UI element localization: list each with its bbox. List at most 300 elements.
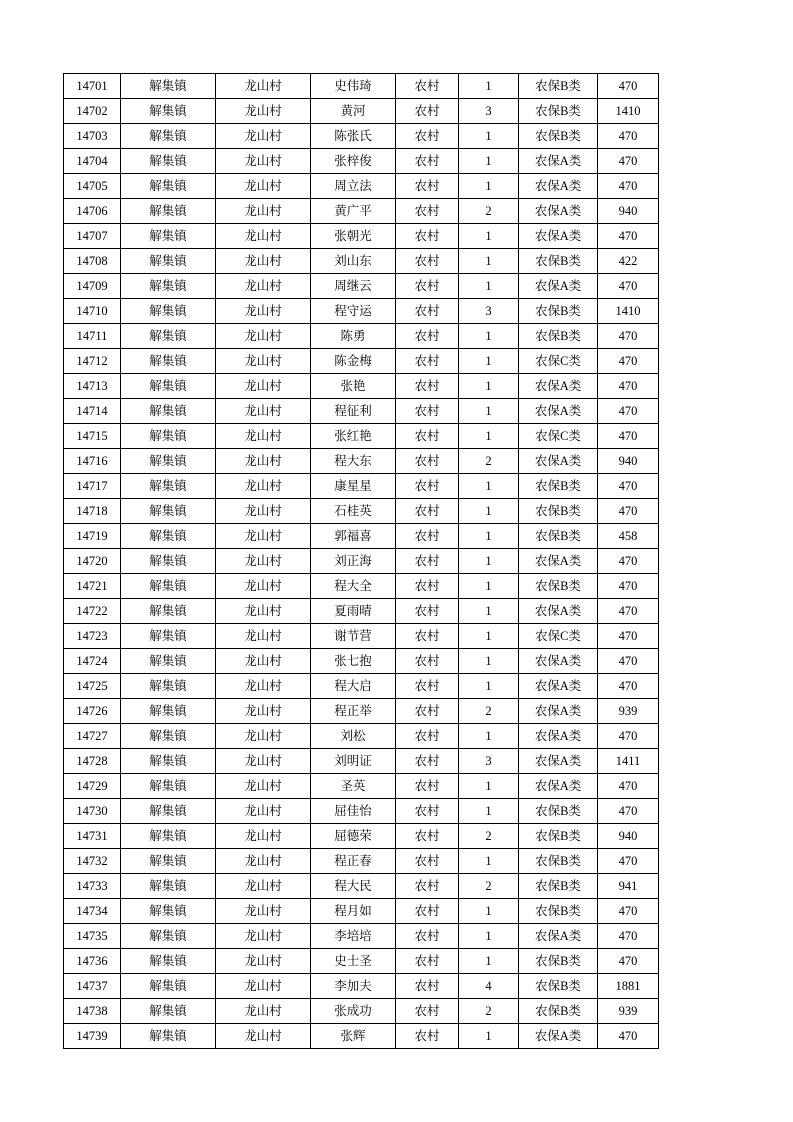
- cell-amount: 470: [598, 124, 659, 149]
- cell-name: 程守运: [311, 299, 396, 324]
- cell-category: 农保B类: [519, 899, 598, 924]
- cell-category: 农保A类: [519, 549, 598, 574]
- table-row: [64, 74, 659, 99]
- cell-amount: 470: [598, 799, 659, 824]
- cell-count: 2: [459, 999, 519, 1024]
- cell-category: 农保A类: [519, 674, 598, 699]
- cell-count: 1: [459, 374, 519, 399]
- cell-id: 14726: [64, 699, 121, 724]
- cell-village: 龙山村: [216, 949, 311, 974]
- cell-id: 14719: [64, 524, 121, 549]
- cell-village: 龙山村: [216, 699, 311, 724]
- cell-amount: 470: [598, 624, 659, 649]
- cell-amount: 470: [598, 949, 659, 974]
- cell-amount: 470: [598, 224, 659, 249]
- cell-id: 14704: [64, 149, 121, 174]
- cell-residence: 农村: [396, 249, 459, 274]
- cell-amount: 940: [598, 199, 659, 224]
- cell-residence: 农村: [396, 124, 459, 149]
- cell-village: 龙山村: [216, 574, 311, 599]
- cell-town: 解集镇: [121, 599, 216, 624]
- cell-category: 农保C类: [519, 349, 598, 374]
- cell-village: 龙山村: [216, 424, 311, 449]
- cell-town: 解集镇: [121, 849, 216, 874]
- cell-category: 农保A类: [519, 374, 598, 399]
- cell-category: 农保A类: [519, 174, 598, 199]
- cell-name: 程月如: [311, 899, 396, 924]
- cell-id: 14701: [64, 74, 121, 99]
- cell-town: 解集镇: [121, 74, 216, 99]
- table-row: [64, 299, 659, 324]
- cell-id: 14720: [64, 549, 121, 574]
- cell-village: 龙山村: [216, 924, 311, 949]
- cell-id: 14721: [64, 574, 121, 599]
- cell-category: 农保A类: [519, 274, 598, 299]
- cell-count: 4: [459, 974, 519, 999]
- cell-village: 龙山村: [216, 74, 311, 99]
- cell-town: 解集镇: [121, 149, 216, 174]
- cell-town: 解集镇: [121, 1024, 216, 1049]
- cell-category: 农保A类: [519, 699, 598, 724]
- cell-category: 农保A类: [519, 749, 598, 774]
- cell-id: 14727: [64, 724, 121, 749]
- cell-amount: 941: [598, 874, 659, 899]
- table-row: [64, 449, 659, 474]
- cell-category: 农保A类: [519, 649, 598, 674]
- cell-id: 14728: [64, 749, 121, 774]
- cell-name: 张辉: [311, 1024, 396, 1049]
- cell-village: 龙山村: [216, 974, 311, 999]
- cell-id: 14722: [64, 599, 121, 624]
- cell-village: 龙山村: [216, 349, 311, 374]
- cell-count: 1: [459, 174, 519, 199]
- cell-id: 14710: [64, 299, 121, 324]
- cell-id: 14739: [64, 1024, 121, 1049]
- cell-count: 1: [459, 774, 519, 799]
- table-row: [64, 274, 659, 299]
- cell-id: 14737: [64, 974, 121, 999]
- cell-town: 解集镇: [121, 949, 216, 974]
- cell-town: 解集镇: [121, 999, 216, 1024]
- table-row: [64, 849, 659, 874]
- table-body: [64, 74, 659, 1049]
- cell-name: 史士圣: [311, 949, 396, 974]
- cell-town: 解集镇: [121, 374, 216, 399]
- cell-id: 14718: [64, 499, 121, 524]
- cell-town: 解集镇: [121, 249, 216, 274]
- cell-id: 14736: [64, 949, 121, 974]
- cell-category: 农保B类: [519, 949, 598, 974]
- cell-amount: 1410: [598, 99, 659, 124]
- cell-category: 农保B类: [519, 524, 598, 549]
- cell-name: 屈德荣: [311, 824, 396, 849]
- cell-count: 1: [459, 274, 519, 299]
- table-row: [64, 599, 659, 624]
- cell-village: 龙山村: [216, 899, 311, 924]
- cell-amount: 470: [598, 1024, 659, 1049]
- cell-name: 刘山东: [311, 249, 396, 274]
- cell-village: 龙山村: [216, 824, 311, 849]
- table-row: [64, 99, 659, 124]
- cell-residence: 农村: [396, 299, 459, 324]
- cell-village: 龙山村: [216, 674, 311, 699]
- cell-count: 1: [459, 424, 519, 449]
- table-row: [64, 649, 659, 674]
- table-row: [64, 799, 659, 824]
- cell-amount: 470: [598, 574, 659, 599]
- cell-amount: 470: [598, 649, 659, 674]
- cell-town: 解集镇: [121, 499, 216, 524]
- cell-name: 张朝光: [311, 224, 396, 249]
- cell-residence: 农村: [396, 199, 459, 224]
- table-row: [64, 174, 659, 199]
- cell-residence: 农村: [396, 899, 459, 924]
- table-row: [64, 149, 659, 174]
- cell-count: 1: [459, 599, 519, 624]
- cell-amount: 470: [598, 324, 659, 349]
- table-row: [64, 224, 659, 249]
- table-row: [64, 824, 659, 849]
- cell-amount: 470: [598, 549, 659, 574]
- cell-name: 夏雨晴: [311, 599, 396, 624]
- cell-name: 刘明证: [311, 749, 396, 774]
- cell-id: 14735: [64, 924, 121, 949]
- cell-category: 农保A类: [519, 224, 598, 249]
- table-row: [64, 424, 659, 449]
- cell-town: 解集镇: [121, 974, 216, 999]
- cell-count: 1: [459, 524, 519, 549]
- cell-id: 14717: [64, 474, 121, 499]
- table-row: [64, 924, 659, 949]
- cell-village: 龙山村: [216, 224, 311, 249]
- cell-id: 14712: [64, 349, 121, 374]
- cell-residence: 农村: [396, 874, 459, 899]
- cell-amount: 470: [598, 674, 659, 699]
- cell-residence: 农村: [396, 649, 459, 674]
- cell-village: 龙山村: [216, 174, 311, 199]
- cell-count: 2: [459, 874, 519, 899]
- cell-name: 周继云: [311, 274, 396, 299]
- cell-residence: 农村: [396, 699, 459, 724]
- cell-category: 农保B类: [519, 99, 598, 124]
- cell-town: 解集镇: [121, 874, 216, 899]
- cell-category: 农保B类: [519, 499, 598, 524]
- cell-amount: 470: [598, 374, 659, 399]
- cell-amount: 458: [598, 524, 659, 549]
- cell-town: 解集镇: [121, 724, 216, 749]
- cell-count: 3: [459, 749, 519, 774]
- cell-town: 解集镇: [121, 199, 216, 224]
- cell-village: 龙山村: [216, 374, 311, 399]
- cell-count: 1: [459, 149, 519, 174]
- cell-amount: 470: [598, 849, 659, 874]
- cell-village: 龙山村: [216, 849, 311, 874]
- cell-name: 郭福喜: [311, 524, 396, 549]
- cell-residence: 农村: [396, 74, 459, 99]
- cell-id: 14716: [64, 449, 121, 474]
- cell-town: 解集镇: [121, 624, 216, 649]
- cell-residence: 农村: [396, 374, 459, 399]
- cell-amount: 940: [598, 824, 659, 849]
- cell-count: 2: [459, 824, 519, 849]
- table-row: [64, 124, 659, 149]
- cell-village: 龙山村: [216, 399, 311, 424]
- cell-residence: 农村: [396, 524, 459, 549]
- table-row: [64, 349, 659, 374]
- cell-id: 14714: [64, 399, 121, 424]
- cell-id: 14709: [64, 274, 121, 299]
- cell-id: 14733: [64, 874, 121, 899]
- cell-name: 史伟琦: [311, 74, 396, 99]
- cell-count: 1: [459, 474, 519, 499]
- table-row: [64, 474, 659, 499]
- cell-town: 解集镇: [121, 274, 216, 299]
- cell-residence: 农村: [396, 799, 459, 824]
- cell-town: 解集镇: [121, 649, 216, 674]
- cell-town: 解集镇: [121, 124, 216, 149]
- table-row: [64, 549, 659, 574]
- cell-category: 农保C类: [519, 424, 598, 449]
- cell-category: 农保B类: [519, 974, 598, 999]
- cell-village: 龙山村: [216, 724, 311, 749]
- cell-village: 龙山村: [216, 324, 311, 349]
- cell-amount: 939: [598, 699, 659, 724]
- cell-category: 农保A类: [519, 149, 598, 174]
- cell-count: 2: [459, 699, 519, 724]
- cell-residence: 农村: [396, 99, 459, 124]
- cell-id: 14724: [64, 649, 121, 674]
- cell-name: 张成功: [311, 999, 396, 1024]
- cell-name: 程大全: [311, 574, 396, 599]
- cell-name: 程大东: [311, 449, 396, 474]
- cell-residence: 农村: [396, 574, 459, 599]
- cell-village: 龙山村: [216, 799, 311, 824]
- cell-name: 周立法: [311, 174, 396, 199]
- cell-amount: 422: [598, 249, 659, 274]
- cell-id: 14702: [64, 99, 121, 124]
- cell-village: 龙山村: [216, 149, 311, 174]
- cell-amount: 470: [598, 274, 659, 299]
- table-row: [64, 324, 659, 349]
- cell-residence: 农村: [396, 449, 459, 474]
- cell-residence: 农村: [396, 399, 459, 424]
- cell-id: 14708: [64, 249, 121, 274]
- cell-amount: 470: [598, 474, 659, 499]
- cell-village: 龙山村: [216, 99, 311, 124]
- cell-amount: 470: [598, 424, 659, 449]
- table-row: [64, 574, 659, 599]
- cell-name: 李加夫: [311, 974, 396, 999]
- cell-category: 农保B类: [519, 874, 598, 899]
- cell-town: 解集镇: [121, 824, 216, 849]
- cell-name: 刘正海: [311, 549, 396, 574]
- cell-name: 刘松: [311, 724, 396, 749]
- cell-count: 3: [459, 299, 519, 324]
- cell-category: 农保A类: [519, 724, 598, 749]
- cell-category: 农保B类: [519, 824, 598, 849]
- cell-count: 1: [459, 574, 519, 599]
- cell-town: 解集镇: [121, 449, 216, 474]
- cell-residence: 农村: [396, 274, 459, 299]
- cell-category: 农保B类: [519, 849, 598, 874]
- cell-name: 陈金梅: [311, 349, 396, 374]
- cell-count: 1: [459, 224, 519, 249]
- cell-town: 解集镇: [121, 474, 216, 499]
- table-row: [64, 199, 659, 224]
- cell-count: 1: [459, 1024, 519, 1049]
- cell-category: 农保B类: [519, 299, 598, 324]
- cell-residence: 农村: [396, 724, 459, 749]
- cell-count: 1: [459, 74, 519, 99]
- cell-count: 1: [459, 949, 519, 974]
- cell-amount: 470: [598, 724, 659, 749]
- cell-count: 3: [459, 99, 519, 124]
- cell-count: 1: [459, 724, 519, 749]
- cell-category: 农保B类: [519, 799, 598, 824]
- cell-name: 黄广平: [311, 199, 396, 224]
- table-row: [64, 774, 659, 799]
- cell-count: 1: [459, 674, 519, 699]
- cell-id: 14725: [64, 674, 121, 699]
- cell-name: 程大民: [311, 874, 396, 899]
- cell-name: 陈勇: [311, 324, 396, 349]
- cell-id: 14734: [64, 899, 121, 924]
- cell-village: 龙山村: [216, 999, 311, 1024]
- cell-amount: 470: [598, 499, 659, 524]
- cell-town: 解集镇: [121, 674, 216, 699]
- cell-name: 康星星: [311, 474, 396, 499]
- cell-village: 龙山村: [216, 1024, 311, 1049]
- cell-id: 14732: [64, 849, 121, 874]
- cell-category: 农保A类: [519, 774, 598, 799]
- cell-name: 陈张氏: [311, 124, 396, 149]
- subsidy-records-table: [63, 73, 659, 1049]
- cell-id: 14713: [64, 374, 121, 399]
- cell-residence: 农村: [396, 674, 459, 699]
- cell-count: 1: [459, 124, 519, 149]
- cell-town: 解集镇: [121, 174, 216, 199]
- cell-village: 龙山村: [216, 474, 311, 499]
- cell-name: 程正举: [311, 699, 396, 724]
- cell-village: 龙山村: [216, 274, 311, 299]
- cell-village: 龙山村: [216, 299, 311, 324]
- cell-residence: 农村: [396, 424, 459, 449]
- cell-category: 农保A类: [519, 599, 598, 624]
- cell-id: 14706: [64, 199, 121, 224]
- cell-amount: 940: [598, 449, 659, 474]
- cell-village: 龙山村: [216, 249, 311, 274]
- cell-category: 农保B类: [519, 324, 598, 349]
- cell-amount: 1411: [598, 749, 659, 774]
- cell-count: 1: [459, 324, 519, 349]
- cell-category: 农保B类: [519, 124, 598, 149]
- cell-village: 龙山村: [216, 124, 311, 149]
- cell-residence: 农村: [396, 849, 459, 874]
- cell-amount: 470: [598, 599, 659, 624]
- cell-name: 程正春: [311, 849, 396, 874]
- cell-id: 14723: [64, 624, 121, 649]
- cell-amount: 470: [598, 924, 659, 949]
- table-row: [64, 399, 659, 424]
- cell-residence: 农村: [396, 924, 459, 949]
- cell-residence: 农村: [396, 749, 459, 774]
- cell-village: 龙山村: [216, 449, 311, 474]
- table-row: [64, 374, 659, 399]
- cell-residence: 农村: [396, 949, 459, 974]
- cell-name: 张红艳: [311, 424, 396, 449]
- cell-residence: 农村: [396, 599, 459, 624]
- cell-name: 程征利: [311, 399, 396, 424]
- cell-count: 1: [459, 249, 519, 274]
- cell-amount: 1410: [598, 299, 659, 324]
- cell-name: 张梓俊: [311, 149, 396, 174]
- table-row: [64, 949, 659, 974]
- cell-residence: 农村: [396, 349, 459, 374]
- cell-id: 14730: [64, 799, 121, 824]
- cell-town: 解集镇: [121, 299, 216, 324]
- cell-category: 农保A类: [519, 924, 598, 949]
- cell-residence: 农村: [396, 974, 459, 999]
- cell-residence: 农村: [396, 149, 459, 174]
- table-row: [64, 624, 659, 649]
- cell-town: 解集镇: [121, 524, 216, 549]
- cell-amount: 470: [598, 399, 659, 424]
- cell-category: 农保B类: [519, 574, 598, 599]
- cell-category: 农保A类: [519, 399, 598, 424]
- cell-name: 石桂英: [311, 499, 396, 524]
- cell-id: 14711: [64, 324, 121, 349]
- cell-count: 1: [459, 899, 519, 924]
- cell-village: 龙山村: [216, 599, 311, 624]
- cell-id: 14715: [64, 424, 121, 449]
- cell-town: 解集镇: [121, 899, 216, 924]
- cell-count: 1: [459, 549, 519, 574]
- cell-town: 解集镇: [121, 799, 216, 824]
- cell-category: 农保B类: [519, 999, 598, 1024]
- cell-category: 农保C类: [519, 624, 598, 649]
- cell-name: 张七抱: [311, 649, 396, 674]
- cell-town: 解集镇: [121, 349, 216, 374]
- cell-residence: 农村: [396, 224, 459, 249]
- table-row: [64, 899, 659, 924]
- cell-category: 农保B类: [519, 249, 598, 274]
- cell-residence: 农村: [396, 774, 459, 799]
- cell-village: 龙山村: [216, 499, 311, 524]
- cell-name: 屈佳怡: [311, 799, 396, 824]
- cell-village: 龙山村: [216, 199, 311, 224]
- cell-count: 2: [459, 449, 519, 474]
- cell-name: 程大启: [311, 674, 396, 699]
- cell-amount: 470: [598, 174, 659, 199]
- cell-town: 解集镇: [121, 424, 216, 449]
- cell-residence: 农村: [396, 474, 459, 499]
- cell-count: 1: [459, 649, 519, 674]
- table-row: [64, 499, 659, 524]
- cell-id: 14703: [64, 124, 121, 149]
- cell-id: 14731: [64, 824, 121, 849]
- cell-residence: 农村: [396, 999, 459, 1024]
- table-row: [64, 249, 659, 274]
- cell-count: 1: [459, 849, 519, 874]
- cell-category: 农保A类: [519, 449, 598, 474]
- cell-count: 1: [459, 799, 519, 824]
- cell-residence: 农村: [396, 624, 459, 649]
- cell-amount: 1881: [598, 974, 659, 999]
- cell-residence: 农村: [396, 324, 459, 349]
- table-row: [64, 874, 659, 899]
- cell-count: 1: [459, 924, 519, 949]
- cell-village: 龙山村: [216, 874, 311, 899]
